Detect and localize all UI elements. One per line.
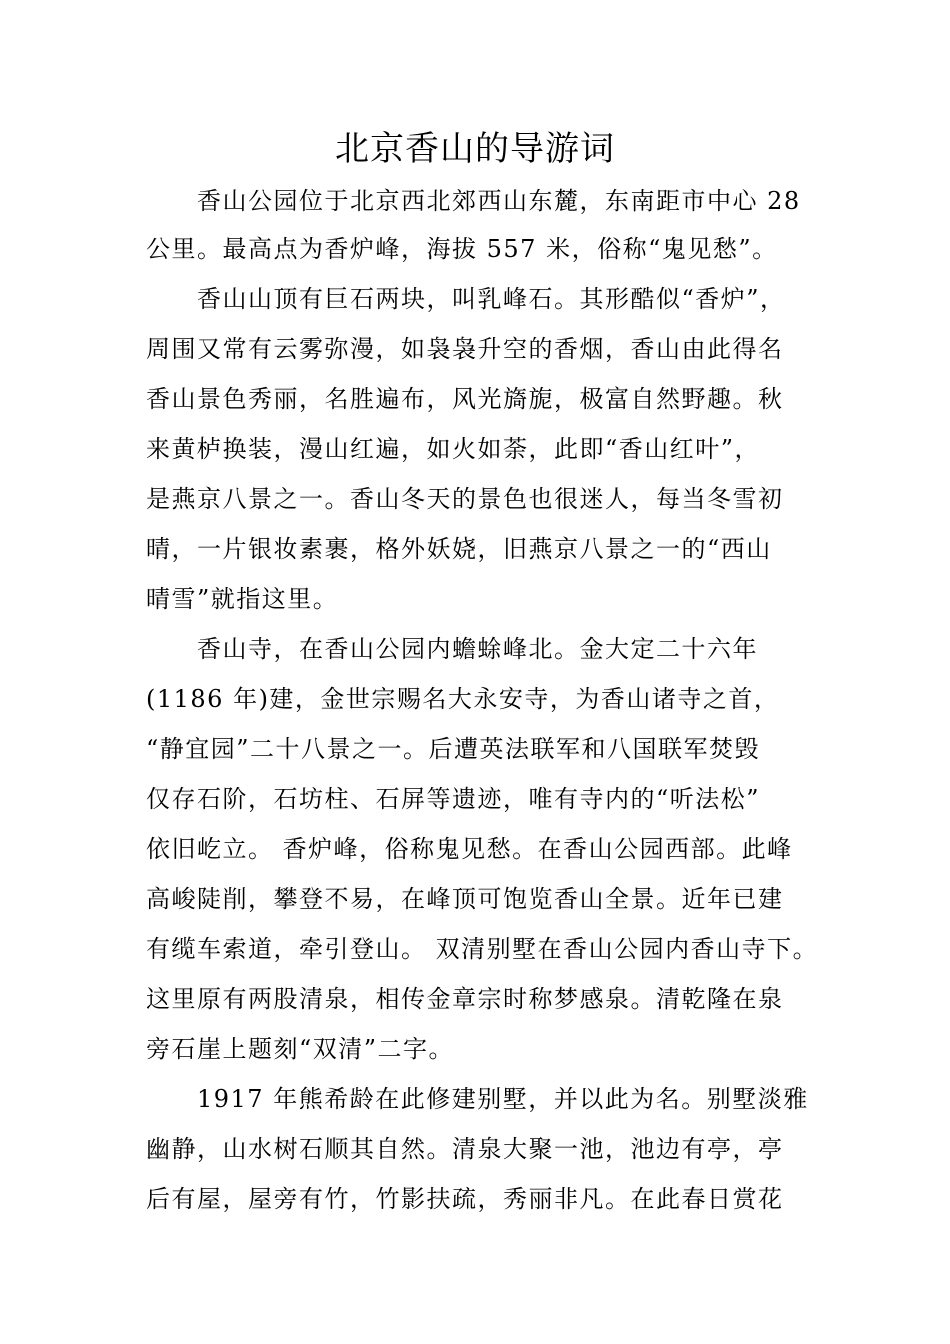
text-line: 来黄栌换装，漫山红遍，如火如荼，此即“香山红叶”，: [146, 435, 761, 463]
text-line: 香山景色秀丽，名胜遍布，风光旖旎，极富自然野趣。秋: [146, 385, 784, 413]
text-line: 晴，一片银妆素裹，格外妖娆，旧燕京八景之一的“西山: [146, 535, 772, 563]
text-line: 后有屋，屋旁有竹，竹影扶疏，秀丽非凡。在此春日赏花: [146, 1185, 784, 1213]
text-line: 香山公园位于北京西北郊西山东麓，东南距市中心 28: [146, 187, 801, 215]
text-line: 1917 年熊希龄在此修建别墅，并以此为名。别墅淡雅: [146, 1085, 809, 1113]
text-line: 公里。最高点为香炉峰，海拔 557 米，俗称“鬼见愁”。: [146, 235, 778, 263]
text-line: 香山山顶有巨石两块，叫乳峰石。其形酷似“香炉”，: [146, 285, 786, 313]
text-line: 仅存石阶，石坊柱、石屏等遗迹，唯有寺内的“听法松”: [146, 785, 761, 813]
text-line: 晴雪”就指这里。: [146, 585, 339, 613]
text-line: 幽静，山水树石顺其自然。清泉大聚一池，池边有亭，亭: [146, 1135, 784, 1163]
text-line: 高峻陡削，攀登不易，在峰顶可饱览香山全景。近年已建: [146, 885, 784, 913]
text-line: 周围又常有云雾弥漫，如袅袅升空的香烟，香山由此得名: [146, 335, 784, 363]
text-line: 依旧屹立。 香炉峰，俗称鬼见愁。在香山公园西部。此峰: [146, 835, 793, 863]
text-line: (1186 年)建，金世宗赐名大永安寺，为香山诸寺之首，: [146, 685, 780, 713]
document-title: 北京香山的导游词: [335, 129, 615, 169]
text-line: 旁石崖上题刻“双清”二字。: [146, 1035, 455, 1063]
text-line: 香山寺，在香山公园内蟾蜍峰北。金大定二十六年: [146, 635, 758, 663]
text-line: 是燕京八景之一。香山冬天的景色也很迷人，每当冬雪初: [146, 485, 784, 513]
text-line: “静宜园”二十八景之一。后遭英法联军和八国联军焚毁: [146, 735, 761, 763]
text-line: 有缆车索道，牵引登山。 双清别墅在香山公园内香山寺下。: [146, 935, 819, 963]
text-line: 这里原有两股清泉，相传金章宗时称梦感泉。清乾隆在泉: [146, 985, 784, 1013]
